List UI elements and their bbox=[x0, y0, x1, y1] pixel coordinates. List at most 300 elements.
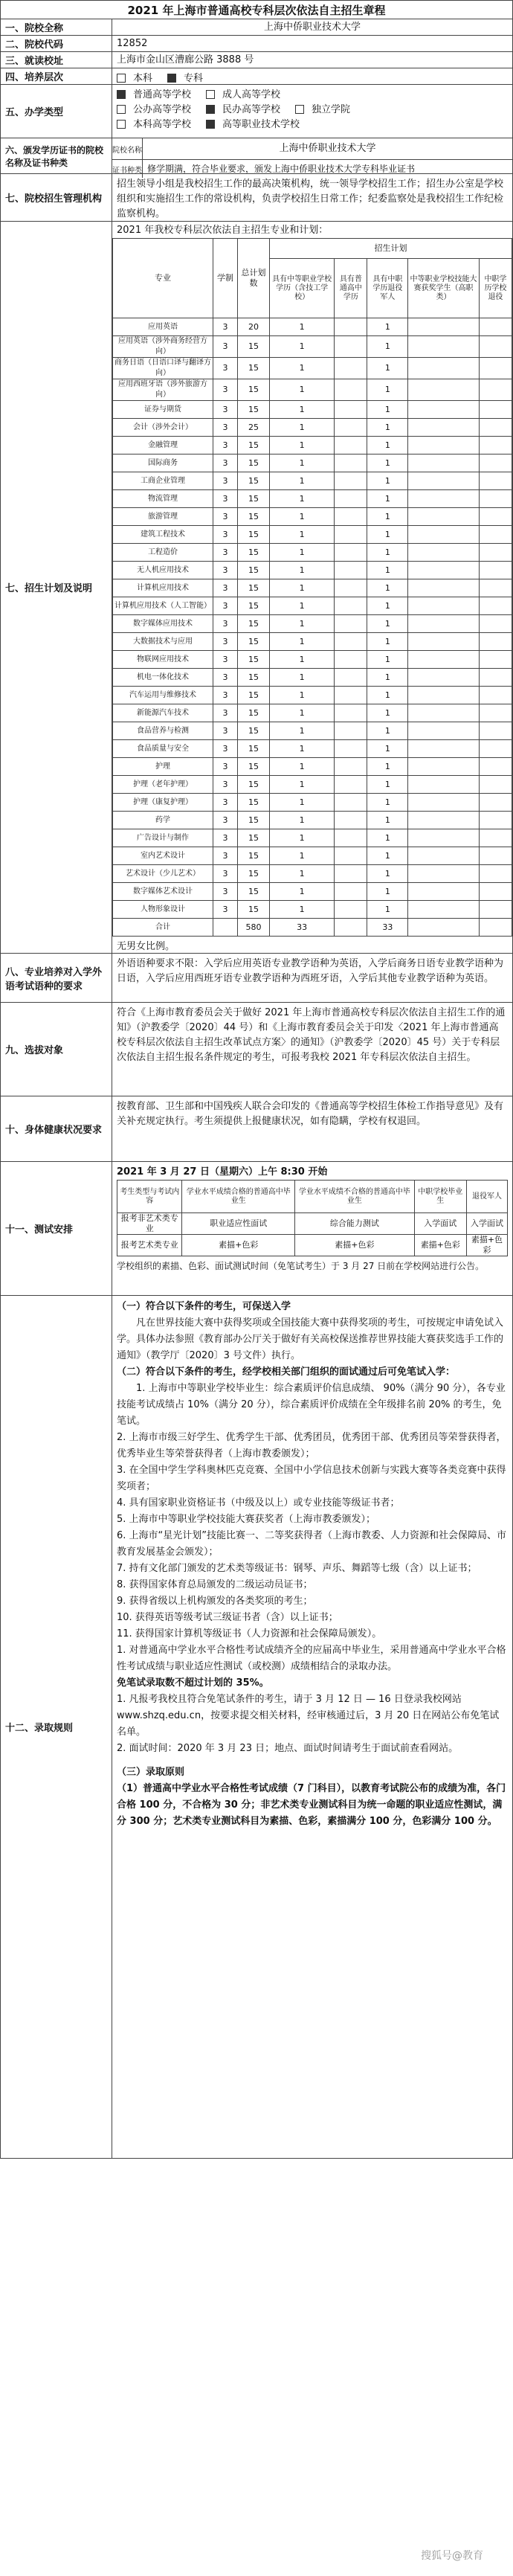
plan-cell bbox=[479, 812, 512, 829]
plan-cell bbox=[408, 508, 480, 526]
plan-total: 15 bbox=[238, 358, 270, 379]
plan-cell: 1 bbox=[270, 490, 335, 508]
plan-total: 15 bbox=[238, 455, 270, 472]
test-table bbox=[117, 1180, 508, 1256]
plan-major: 合计 bbox=[113, 919, 213, 937]
test-cell: 报考艺术类专业 bbox=[117, 1235, 182, 1256]
school-type-line bbox=[117, 88, 508, 103]
plan-cell bbox=[479, 865, 512, 883]
admit-p4: 3. 在全国中学生学科奥林匹克竞赛、全国中小学信息技术创新与实践大赛等各类竞赛中获得奖项者； bbox=[117, 1465, 506, 1492]
plan-cell: 1 bbox=[270, 687, 335, 704]
plan-total: 20 bbox=[238, 318, 270, 336]
plan-row-item bbox=[113, 794, 512, 812]
test-cell: 素描+色彩 bbox=[414, 1235, 466, 1256]
plan-cell bbox=[479, 579, 512, 597]
cert-school: 上海中侨职业技术大学 bbox=[279, 143, 376, 154]
plan-cell bbox=[408, 455, 480, 472]
plan-cell: 1 bbox=[270, 829, 335, 847]
plan-cell: 1 bbox=[367, 472, 408, 490]
checkbox-icon bbox=[167, 74, 176, 83]
target-label: 九、选拔对象 bbox=[1, 1003, 112, 1096]
plan-cell bbox=[479, 776, 512, 794]
plan-cell: 1 bbox=[270, 901, 335, 919]
plan-cell: 1 bbox=[367, 794, 408, 812]
plan-cell: 33 bbox=[367, 919, 408, 937]
plan-cell: 1 bbox=[270, 597, 335, 615]
plan-cell bbox=[335, 401, 367, 419]
school-type-option-label: 高等职业技术学校 bbox=[222, 119, 300, 130]
school-type-option bbox=[295, 103, 358, 118]
org-label: 七、院校招生管理机构 bbox=[1, 174, 112, 221]
plan-row-item bbox=[113, 508, 512, 526]
test-note: 学校组织的素描、色彩、面试测试时间（免笔试考生）于 3 月 27 日前在学校网站进行公告。 bbox=[117, 1261, 485, 1271]
plan-row-item bbox=[113, 318, 512, 336]
admit-p2: 1. 上海市中等职业学校毕业生：综合素质评价信息成绩、 90%（满分 90 分），各专业技能考试成绩占 10%（满分 20 分），综合素质评价成绩在全年级排名前 20% 的考生，免笔试。 bbox=[117, 1383, 506, 1427]
plan-header-group: 招生计划 bbox=[270, 239, 512, 259]
plan-total: 15 bbox=[238, 379, 270, 401]
plan-row-item bbox=[113, 358, 512, 379]
plan-cell: 1 bbox=[270, 336, 335, 358]
plan-cell bbox=[479, 651, 512, 669]
plan-cell bbox=[335, 704, 367, 722]
plan-row-item bbox=[113, 472, 512, 490]
plan-row bbox=[0, 222, 513, 954]
test-header: 退役军人 bbox=[466, 1181, 507, 1213]
plan-cell: 1 bbox=[367, 776, 408, 794]
test-date: 2021 年 3 月 27 日（星期六）上午 8:30 开始 bbox=[117, 1166, 328, 1178]
test-header: 学业水平成绩合格的普通高中毕业生 bbox=[182, 1181, 295, 1213]
plan-cell bbox=[335, 776, 367, 794]
plan-cell bbox=[408, 318, 480, 336]
plan-cell bbox=[479, 472, 512, 490]
test-row-item bbox=[117, 1235, 508, 1256]
plan-cell bbox=[479, 544, 512, 562]
plan-cell: 1 bbox=[367, 865, 408, 883]
plan-cell: 1 bbox=[367, 758, 408, 776]
plan-cell bbox=[335, 508, 367, 526]
plan-cell bbox=[479, 722, 512, 740]
plan-cell bbox=[408, 526, 480, 544]
plan-total: 25 bbox=[238, 419, 270, 437]
plan-cell bbox=[408, 865, 480, 883]
admit-p13: 1. 对普通高中学业水平合格性考试成绩齐全的应届高中毕业生，采用普通高中学业水平合格性考试成绩与职业适应性测试（或校测）成绩相结合的录取办法。 bbox=[117, 1645, 506, 1672]
admit-quota: 免笔试录取数不超过计划的 35%。 bbox=[117, 1677, 269, 1689]
plan-cell bbox=[408, 847, 480, 865]
plan-major: 护理（老年护理） bbox=[113, 776, 213, 794]
plan-major: 应用西班牙语（涉外旅游方向） bbox=[113, 379, 213, 401]
admit-h2: （二）符合以下条件的考生，经学校相关部门组织的面试通过后可免笔试入学： bbox=[117, 1366, 456, 1378]
plan-cell bbox=[335, 472, 367, 490]
plan-cell bbox=[408, 379, 480, 401]
plan-row-item bbox=[113, 883, 512, 901]
plan-major: 艺术设计（少儿艺术） bbox=[113, 865, 213, 883]
plan-cell bbox=[479, 318, 512, 336]
admit-p3: 2. 上海市市级三好学生、优秀学生干部、优秀团员，优秀团干部、优秀团员等荣誉获得者，优秀毕业生等荣誉获得者（上海市教委颁发）； bbox=[117, 1432, 506, 1459]
test-header: 学业水平成绩不合格的普通高中毕业生 bbox=[295, 1181, 415, 1213]
plan-years: 3 bbox=[213, 669, 238, 687]
checkbox-icon bbox=[295, 105, 304, 114]
test-header: 考生类型与考试内容 bbox=[117, 1181, 182, 1213]
plan-years: 3 bbox=[213, 526, 238, 544]
plan-cell bbox=[408, 687, 480, 704]
plan-major: 物流管理 bbox=[113, 490, 213, 508]
plan-cell: 1 bbox=[270, 740, 335, 758]
plan-major: 药学 bbox=[113, 812, 213, 829]
plan-cell bbox=[408, 776, 480, 794]
plan-cell bbox=[479, 687, 512, 704]
basic-value: 上海中侨职业技术大学 bbox=[263, 22, 361, 33]
test-cell: 素描+色彩 bbox=[182, 1235, 295, 1256]
plan-total: 15 bbox=[238, 651, 270, 669]
plan-major: 证券与期货 bbox=[113, 401, 213, 419]
plan-total: 15 bbox=[238, 401, 270, 419]
plan-cell: 1 bbox=[367, 812, 408, 829]
plan-note: 无男女比例。 bbox=[117, 941, 175, 952]
plan-cell bbox=[408, 579, 480, 597]
plan-total: 15 bbox=[238, 633, 270, 651]
plan-cell: 1 bbox=[270, 704, 335, 722]
plan-major: 应用英语（涉外商务经营方向） bbox=[113, 336, 213, 358]
plan-subheader: 中职学历学校退役 bbox=[479, 259, 512, 318]
plan-cell bbox=[479, 669, 512, 687]
plan-cell: 1 bbox=[270, 669, 335, 687]
plan-major: 食品营养与检测 bbox=[113, 722, 213, 740]
plan-cell bbox=[335, 358, 367, 379]
plan-major: 室内艺术设计 bbox=[113, 847, 213, 865]
plan-years: 3 bbox=[213, 597, 238, 615]
plan-cell bbox=[335, 318, 367, 336]
plan-header-total: 总计划数 bbox=[238, 239, 270, 318]
plan-total: 15 bbox=[238, 472, 270, 490]
plan-cell bbox=[479, 401, 512, 419]
test-cell: 报考非艺术类专业 bbox=[117, 1213, 182, 1235]
plan-cell bbox=[335, 651, 367, 669]
plan-cell bbox=[479, 704, 512, 722]
plan-cell bbox=[479, 615, 512, 633]
plan-years: 3 bbox=[213, 508, 238, 526]
plan-cell bbox=[335, 336, 367, 358]
basic-label: 三、就读校址 bbox=[1, 52, 112, 68]
level-option bbox=[167, 71, 210, 86]
plan-cell bbox=[408, 401, 480, 419]
plan-total: 15 bbox=[238, 776, 270, 794]
plan-row-item bbox=[113, 437, 512, 455]
checkbox-icon bbox=[206, 120, 215, 129]
plan-total: 15 bbox=[238, 883, 270, 901]
plan-cell bbox=[335, 379, 367, 401]
plan-subheader: 具有中职学历退役军人 bbox=[367, 259, 408, 318]
plan-row-item bbox=[113, 526, 512, 544]
plan-years: 3 bbox=[213, 544, 238, 562]
basic-row bbox=[0, 36, 513, 52]
plan-row-item bbox=[113, 633, 512, 651]
plan-cell bbox=[335, 829, 367, 847]
plan-cell bbox=[408, 490, 480, 508]
basic-row bbox=[0, 52, 513, 68]
plan-major: 物联网应用技术 bbox=[113, 651, 213, 669]
school-type-option bbox=[117, 118, 199, 132]
admit-reg: 1. 凡报考我校且符合免笔试条件的考生，请于 3 月 12 日 — 16 日登录我校网站 www.shzq.edu.cn，按要求提交相关材料，经审核通过后，3 月 20 日在网站公布免笔试名单。 bbox=[117, 1694, 500, 1738]
plan-total: 15 bbox=[238, 901, 270, 919]
plan-cell: 1 bbox=[367, 669, 408, 687]
plan-cell bbox=[408, 829, 480, 847]
school-type-option-label: 公办高等学校 bbox=[133, 104, 192, 115]
plan-major: 建筑工程技术 bbox=[113, 526, 213, 544]
plan-cell: 1 bbox=[367, 901, 408, 919]
plan-cell bbox=[408, 704, 480, 722]
plan-cell: 1 bbox=[367, 508, 408, 526]
plan-row-item bbox=[113, 615, 512, 633]
plan-total: 15 bbox=[238, 508, 270, 526]
plan-years: 3 bbox=[213, 829, 238, 847]
plan-major: 数字媒体应用技术 bbox=[113, 615, 213, 633]
plan-cell: 1 bbox=[270, 472, 335, 490]
cert-label: 六、颁发学历证书的院校名称及证书种类 bbox=[1, 138, 112, 173]
admit-block bbox=[112, 1296, 512, 2158]
plan-row-item bbox=[113, 901, 512, 919]
test-cell: 素描+色彩 bbox=[466, 1235, 507, 1256]
plan-row-item bbox=[113, 379, 512, 401]
plan-total: 15 bbox=[238, 847, 270, 865]
plan-total: 15 bbox=[238, 687, 270, 704]
plan-years: 3 bbox=[213, 865, 238, 883]
plan-row-item bbox=[113, 919, 512, 937]
plan-cell bbox=[408, 812, 480, 829]
school-type-row bbox=[0, 85, 513, 138]
plan-row-item bbox=[113, 758, 512, 776]
admit-time: 2. 面试时间：2020 年 3 月 23 日；地点、面试时间请考生于面试前查看网站。 bbox=[117, 1743, 459, 1754]
admit-row bbox=[0, 1296, 513, 2159]
org-text: 招生领导小组是我校招生工作的最高决策机构，统一领导学校招生工作；招生办公室是学校组织和实施招生工作的常设机构，负责学校招生日常工作；纪委监察处是我校招生工作纪检监察机构。 bbox=[117, 179, 504, 219]
plan-cell: 1 bbox=[367, 544, 408, 562]
plan-total: 15 bbox=[238, 544, 270, 562]
plan-cell: 1 bbox=[270, 579, 335, 597]
plan-cell: 1 bbox=[270, 865, 335, 883]
lang-text: 外语语种要求不限：入学后应用英语专业教学语种为英语，入学后商务日语专业教学语种为日语，入学后应用西班牙语专业教学语种为西班牙语，入学后其他专业教学语种为英语。 bbox=[117, 958, 504, 984]
plan-total: 15 bbox=[238, 562, 270, 579]
level-option-label: 本科 bbox=[133, 73, 153, 84]
plan-row-item bbox=[113, 687, 512, 704]
document-title: 2021 年上海市普通高校专科层次依法自主招生章程 bbox=[0, 0, 513, 19]
health-label: 十、身体健康状况要求 bbox=[1, 1096, 112, 1161]
plan-cell bbox=[408, 740, 480, 758]
org-row bbox=[0, 174, 513, 222]
plan-major: 国际商务 bbox=[113, 455, 213, 472]
school-type-option bbox=[117, 88, 199, 103]
test-row-item bbox=[117, 1213, 508, 1235]
plan-cell bbox=[335, 901, 367, 919]
plan-years: 3 bbox=[213, 794, 238, 812]
plan-cell bbox=[408, 336, 480, 358]
admit-h1: （一）符合以下条件的考生，可保送入学 bbox=[117, 1301, 291, 1312]
plan-cell bbox=[479, 919, 512, 937]
admit-h3: （三）录取原则 bbox=[117, 1767, 185, 1778]
plan-cell bbox=[408, 633, 480, 651]
plan-years: 3 bbox=[213, 419, 238, 437]
watermark: 搜狐号@教育 bbox=[421, 2550, 483, 2562]
plan-years: 3 bbox=[213, 401, 238, 419]
plan-row-item bbox=[113, 865, 512, 883]
level-option bbox=[117, 71, 160, 86]
school-type-option-label: 独立学院 bbox=[312, 104, 351, 115]
plan-cell bbox=[408, 651, 480, 669]
level-options bbox=[112, 68, 512, 84]
plan-row-item bbox=[113, 812, 512, 829]
plan-total: 580 bbox=[238, 919, 270, 937]
plan-cell bbox=[335, 865, 367, 883]
basic-row bbox=[0, 19, 513, 36]
plan-total: 15 bbox=[238, 336, 270, 358]
admit-p10: 9. 获得省级以上机构颁发的各类奖项的考生； bbox=[117, 1596, 313, 1607]
plan-cell bbox=[479, 901, 512, 919]
plan-cell bbox=[335, 847, 367, 865]
plan-cell bbox=[408, 758, 480, 776]
plan-row-item bbox=[113, 579, 512, 597]
plan-cell: 1 bbox=[270, 794, 335, 812]
school-type-label: 五、办学类型 bbox=[1, 85, 112, 138]
plan-major: 旅游管理 bbox=[113, 508, 213, 526]
plan-cell bbox=[479, 758, 512, 776]
school-type-line bbox=[117, 118, 508, 132]
school-type-line bbox=[117, 103, 508, 118]
plan-total: 15 bbox=[238, 437, 270, 455]
plan-major: 计算机应用技术（人工智能） bbox=[113, 597, 213, 615]
plan-cell bbox=[335, 597, 367, 615]
plan-row-item bbox=[113, 455, 512, 472]
plan-major: 商务日语（日语口译与翻译方向） bbox=[113, 358, 213, 379]
plan-total: 15 bbox=[238, 812, 270, 829]
plan-cell: 1 bbox=[270, 419, 335, 437]
plan-years: 3 bbox=[213, 579, 238, 597]
test-cell: 素描+色彩 bbox=[295, 1235, 415, 1256]
plan-years: 3 bbox=[213, 651, 238, 669]
plan-row-item bbox=[113, 562, 512, 579]
plan-cell bbox=[335, 526, 367, 544]
plan-years: 3 bbox=[213, 704, 238, 722]
plan-cell bbox=[479, 437, 512, 455]
plan-years: 3 bbox=[213, 722, 238, 740]
plan-cell bbox=[479, 379, 512, 401]
plan-cell: 1 bbox=[367, 318, 408, 336]
plan-years: 3 bbox=[213, 847, 238, 865]
plan-total: 15 bbox=[238, 615, 270, 633]
plan-years: 3 bbox=[213, 490, 238, 508]
lang-label: 八、专业培养对入学外语考试语种的要求 bbox=[1, 954, 112, 1002]
plan-total: 15 bbox=[238, 829, 270, 847]
plan-cell: 1 bbox=[367, 401, 408, 419]
plan-cell: 1 bbox=[270, 812, 335, 829]
plan-total: 15 bbox=[238, 669, 270, 687]
plan-years: 3 bbox=[213, 562, 238, 579]
plan-total: 15 bbox=[238, 722, 270, 740]
plan-row-item bbox=[113, 740, 512, 758]
plan-cell bbox=[408, 615, 480, 633]
plan-major: 汽车运用与维修技术 bbox=[113, 687, 213, 704]
plan-cell: 1 bbox=[270, 455, 335, 472]
test-header: 中职学校毕业生 bbox=[414, 1181, 466, 1213]
plan-major: 计算机应用技术 bbox=[113, 579, 213, 597]
plan-cell bbox=[479, 794, 512, 812]
target-text: 符合《上海市教育委员会关于做好 2021 年上海市普通高校专科层次依法自主招生工作的通知》（沪教委学〔2020〕44 号）和《上海市教育委员会关于印发〈2021 年上海市普通高校专科层次依法自主招生改革试点方案〉的通知》（沪教委学〔2020〕45 号）关于专科层次依法自主招生报名条件规定的考生，可报考我校 2021 年专科层次依法自主招生。 bbox=[117, 1007, 506, 1063]
plan-cell bbox=[335, 794, 367, 812]
plan-cell: 1 bbox=[367, 722, 408, 740]
plan-cell: 1 bbox=[367, 490, 408, 508]
plan-cell bbox=[335, 758, 367, 776]
plan-cell: 1 bbox=[367, 651, 408, 669]
plan-cell bbox=[479, 490, 512, 508]
plan-cell: 33 bbox=[270, 919, 335, 937]
plan-cell: 1 bbox=[367, 526, 408, 544]
plan-cell: 1 bbox=[367, 455, 408, 472]
plan-major: 大数据技术与应用 bbox=[113, 633, 213, 651]
test-cell: 入学面试 bbox=[466, 1213, 507, 1235]
plan-cell bbox=[479, 336, 512, 358]
school-type-option-label: 民办高等学校 bbox=[222, 104, 281, 115]
plan-cell: 1 bbox=[367, 633, 408, 651]
basic-label: 一、院校全称 bbox=[1, 19, 112, 35]
plan-years: 3 bbox=[213, 472, 238, 490]
plan-cell bbox=[408, 669, 480, 687]
plan-row-item bbox=[113, 419, 512, 437]
plan-cell: 1 bbox=[270, 633, 335, 651]
plan-years: 3 bbox=[213, 758, 238, 776]
plan-row-item bbox=[113, 401, 512, 419]
admit-p1: 凡在世界技能大赛中获得奖项或全国技能大赛中获得奖项的考生，可按规定申请免试入学。具体办法参照《教育部办公厅关于做好有关高校保送推荐世界技能大赛获奖选手工作的通知》（教学厅〔2020〕3 号文件）执行。 bbox=[117, 1317, 504, 1361]
plan-cell bbox=[408, 358, 480, 379]
plan-cell bbox=[479, 847, 512, 865]
plan-cell bbox=[335, 419, 367, 437]
level-row bbox=[0, 68, 513, 85]
admit-p12: 11. 获得国家计算机等级证书（人力资源和社会保障局颁发）。 bbox=[117, 1628, 382, 1639]
plan-years: 3 bbox=[213, 455, 238, 472]
plan-cell bbox=[408, 419, 480, 437]
plan-cell bbox=[335, 883, 367, 901]
plan-row-item bbox=[113, 722, 512, 740]
plan-cell bbox=[408, 562, 480, 579]
plan-cell bbox=[408, 544, 480, 562]
plan-cell: 1 bbox=[270, 508, 335, 526]
plan-row-item bbox=[113, 544, 512, 562]
basic-label: 二、院校代码 bbox=[1, 36, 112, 51]
cert-sub2: 证书种类 bbox=[112, 160, 143, 178]
plan-cell bbox=[408, 919, 480, 937]
plan-cell: 1 bbox=[270, 437, 335, 455]
checkbox-icon bbox=[206, 105, 215, 114]
target-row bbox=[0, 1003, 513, 1096]
plan-cell bbox=[479, 358, 512, 379]
lang-row bbox=[0, 954, 513, 1003]
plan-row-item bbox=[113, 651, 512, 669]
plan-cell: 1 bbox=[367, 379, 408, 401]
plan-major: 金融管理 bbox=[113, 437, 213, 455]
plan-intro: 2021 年我校专科层次依法自主招生专业和计划： bbox=[117, 225, 329, 236]
plan-major: 人物形象设计 bbox=[113, 901, 213, 919]
plan-total: 15 bbox=[238, 740, 270, 758]
plan-total: 15 bbox=[238, 704, 270, 722]
plan-years: 3 bbox=[213, 633, 238, 651]
plan-cell bbox=[335, 812, 367, 829]
plan-total: 15 bbox=[238, 865, 270, 883]
plan-major: 护理（康复护理） bbox=[113, 794, 213, 812]
admit-p8: 7. 持有文化部门颁发的艺术类等级证书：钢琴、声乐、舞蹈等七级（含）以上证书； bbox=[117, 1563, 477, 1574]
school-type-options bbox=[112, 85, 512, 138]
basic-value: 12852 bbox=[117, 38, 148, 49]
plan-total: 15 bbox=[238, 490, 270, 508]
plan-cell: 1 bbox=[367, 579, 408, 597]
checkbox-icon bbox=[117, 90, 126, 99]
plan-cell bbox=[479, 562, 512, 579]
plan-cell: 1 bbox=[270, 615, 335, 633]
